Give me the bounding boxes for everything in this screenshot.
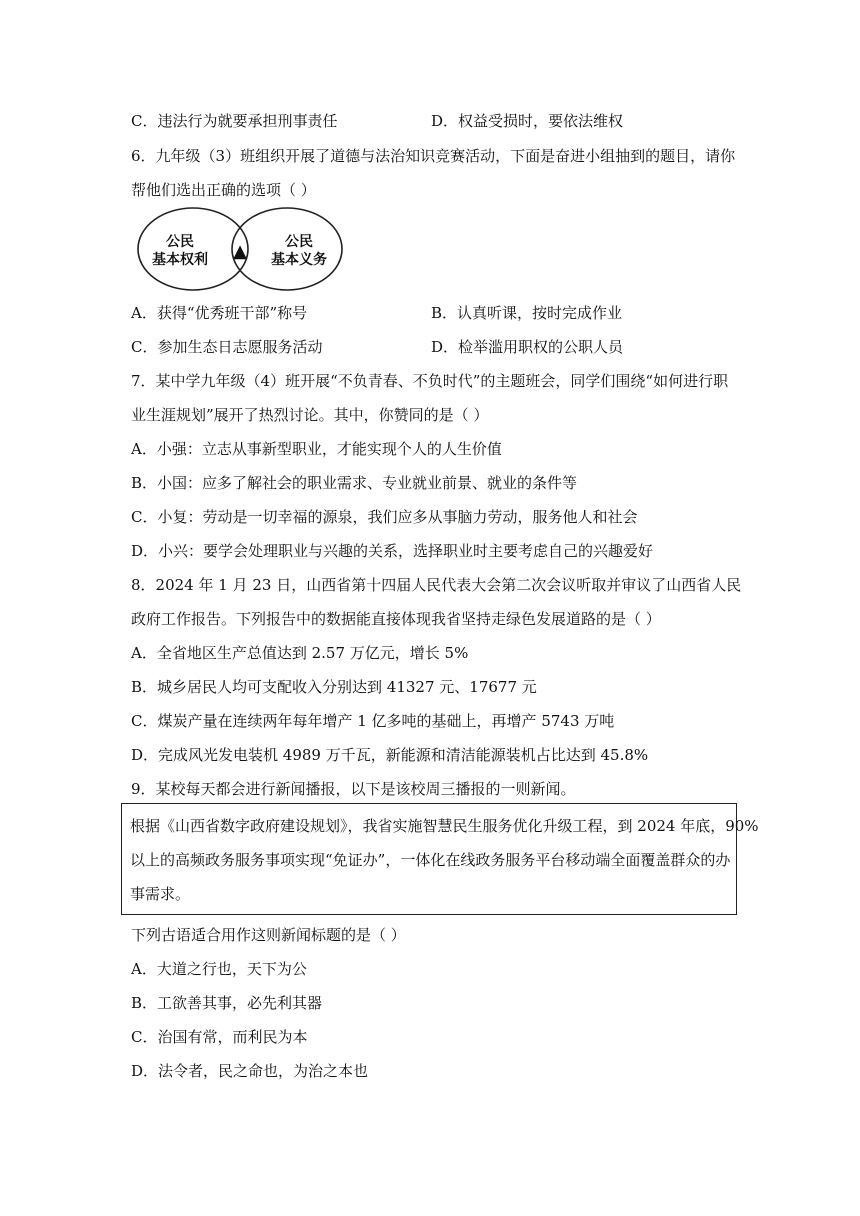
venn-diagram	[136, 205, 344, 293]
q8-option-d: D．完成风光发电装机 4989 万千瓦，新能源和清洁能源装机占比达到 45.8%	[131, 746, 649, 764]
venn-left-label-2: 基本权利	[152, 252, 208, 268]
q7-option-d: D．小兴：要学会处理职业与兴趣的关系，选择职业时主要考虑自己的兴趣爱好	[131, 542, 654, 560]
q6-option-a: A．获得“优秀班干部”称号	[131, 304, 308, 322]
q6-option-d: D．检举滥用职权的公职人员	[431, 338, 624, 356]
q7-option-b: B．小国：应多了解社会的职业需求、专业就业前景、就业的条件等	[131, 474, 578, 492]
q8-stem-line1: 8．2024 年 1 月 23 日，山西省第十四届人民代表大会第二次会议听取并审议了山西省人民	[131, 576, 742, 594]
q7-stem-line2: 业生涯规划”展开了热烈讨论。其中，你赞同的是（ ）	[131, 406, 489, 424]
venn-center-triangle: ▲	[233, 241, 247, 262]
q6-stem-line1: 6．九年级（3）班组织开展了道德与法治知识竞赛活动，下面是奋进小组抽到的题目，请你	[131, 147, 736, 165]
news-line2: 以上的高频政务服务事项实现“免证办”，一体化在线政务服务平台移动端全面覆盖群众的办	[130, 851, 731, 869]
news-line1: 根据《山西省数字政府建设规划》，我省实施智慧民生服务优化升级工程，到 2024 年底，90%	[130, 817, 759, 835]
q6-stem-line2: 帮他们选出正确的选项（ ）	[131, 181, 316, 199]
q7-option-c: C．小复：劳动是一切幸福的源泉，我们应多从事脑力劳动，服务他人和社会	[131, 508, 638, 526]
q8-option-a: A．全省地区生产总值达到 2.57 万亿元，增长 5%	[131, 644, 469, 662]
q9-stem: 9．某校每天都会进行新闻播报，以下是该校周三播报的一则新闻。	[131, 780, 576, 798]
q6-option-c: C．参加生态日志愿服务活动	[131, 338, 323, 356]
venn-right-label-2: 基本义务	[271, 252, 327, 268]
q8-option-b: B．城乡居民人均可支配收入分别达到 41327 元、17677 元	[131, 678, 537, 696]
q6-option-b: B．认真听课，按时完成作业	[431, 304, 623, 322]
venn-left-label-1: 公民	[166, 234, 194, 250]
q7-stem-line1: 7．某中学九年级（4）班开展“不负青春、不负时代”的主题班会，同学们围绕“如何进行职	[131, 372, 729, 390]
q9-option-d: D．法令者，民之命也，为治之本也	[131, 1062, 369, 1080]
q7-option-a: A．小强：立志从事新型职业，才能实现个人的人生价值	[131, 440, 502, 458]
news-box	[121, 803, 759, 915]
q9-option-a: A．大道之行也，天下为公	[131, 960, 307, 978]
q9-option-c: C．治国有常，而利民为本	[131, 1028, 308, 1046]
venn-right-label-1: 公民	[285, 234, 313, 250]
q9-question: 下列古语适合用作这则新闻标题的是（ ）	[131, 926, 406, 944]
q8-stem-line2: 政府工作报告。下列报告中的数据能直接体现我省坚持走绿色发展道路的是（ ）	[131, 610, 661, 628]
q8-option-c: C．煤炭产量在连续两年每年增产 1 亿多吨的基础上，再增产 5743 万吨	[131, 712, 615, 730]
q5-option-c: C．违法行为就要承担刑事责任	[131, 112, 338, 130]
news-line3: 事需求。	[130, 885, 191, 903]
q5-option-d: D．权益受损时，要依法维权	[431, 112, 624, 130]
q9-option-b: B．工欲善其事，必先利其器	[131, 994, 323, 1012]
